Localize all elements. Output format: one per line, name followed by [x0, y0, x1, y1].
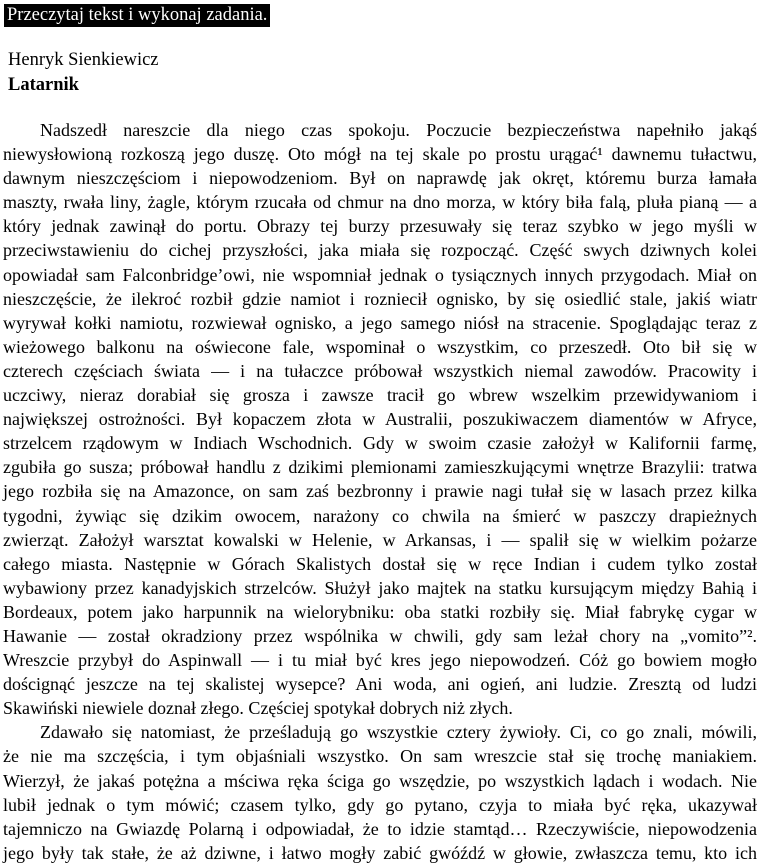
- text-line: wieżowego balkonu na oświecone fale, wspominał o wszystkim, co przeszedł. Oto bił się w: [3, 336, 757, 357]
- text-line: wyrywał kołki namiotu, rozwiewał ognisko, a jego samego niósł na stracenie. Spoglądając teraz z: [3, 312, 757, 333]
- text-line: niewysłowioną rozkoszą jego duszę. Oto mógł na tej skale po prostu urągać¹ dawnemu tułactwu,: [3, 144, 757, 165]
- text-line: jego rozbiła się na Amazonce, on sam zaś bezbronny i prawie nagi tułał się w lasach przez kilka: [3, 481, 757, 502]
- instruction-row: [4, 4, 762, 27]
- text-line: doścignąć jeszcze na tej skalistej wysepce? Ani woda, ani ogień, ani ludzie. Zresztą od ludzi: [3, 674, 757, 695]
- text-line: nieszczęście, że ilekroć rozbił gdzie namiot i rozniecił ognisko, by się osiedlić stale, jakiś wiatr: [3, 288, 757, 309]
- text-line: Skawiński niewiele doznał złego. Częściej spotykał dobrych niż złych.: [3, 698, 513, 719]
- instruction-banner: Przeczytaj tekst i wykonaj zadania.: [4, 4, 270, 27]
- title-line: Latarnik: [8, 75, 79, 95]
- text-line: Bordeaux, potem jako harpunnik na wielorybniku: oba statki rozbiły się. Miał fabrykę cygar w: [3, 601, 757, 622]
- text-line: jego były tak stałe, że aż dziwne, i łatwo mogły zabić gwóźdź w głowie, zwłaszcza temu, kto ich: [3, 842, 757, 863]
- text-line: Wreszcie przybył do Aspinwall — i tu miał być kres jego niepowodzeń. Cóż go bowiem mogło: [3, 650, 757, 671]
- text-line: tygodni, żywiąc się dzikim owocem, narażony co chwila na śmierć w paszczy drapieżnych: [3, 505, 757, 526]
- text-line: uczciwy, nieraz dorabiał się grosza i zawsze tracił go wbrew wszelkim przewidywaniom i: [3, 385, 757, 406]
- text-line: zgubiła go susza; próbował handlu z dzikimi plemionami zamieszkującymi wnętrze Brazylii: tratwa: [3, 457, 757, 478]
- text-line: zwierząt. Założył warsztat kowalski w Helenie, w Arkansas, i — spalił się w wielkim pożarze: [3, 529, 757, 550]
- text-line: który jednak zawinął do portu. Obrazy tej burzy przesuwały się teraz szybko w jego myśli w: [3, 216, 757, 237]
- text-line: całego miasta. Następnie w Górach Skalistych dostał się w ręce Indian i cudem tylko został: [3, 553, 757, 574]
- document-body: [3, 118, 757, 865]
- author-line: Henryk Sienkiewicz: [8, 50, 159, 70]
- text-line: przeciwstawieniu do cichej przyszłości, jaka miała się rozpocząć. Część swych dziwnych kolei: [3, 240, 757, 261]
- text-line: że nie ma szczęścia, i tym objaśniali wszystko. On sam wreszcie stał się trochę maniakiem.: [3, 746, 757, 767]
- text-line: Hawanie — został okradziony przez wspólnika w chwili, gdy sam leżał chory na „vomito”².: [3, 625, 757, 646]
- text-line: strzelcem rządowym w Indiach Wschodnich. Gdy w swoim czasie założył w Kalifornii farmę,: [3, 433, 757, 454]
- text-line: Wierzył, że jakaś potężna a mściwa ręka ściga go wszędzie, po wszystkich lądach i wodach. Nie: [3, 770, 757, 791]
- text-line: maszty, rwała liny, żagle, którym rzucała od chmur na dno morza, w który biła falą, pluła pianą — a: [3, 192, 757, 213]
- text-line: opowiadał sam Falconbridge’owi, nie wspomniał jednak o tysiącznych innych przygodach. Miał on: [3, 264, 757, 285]
- text-line: dawnym nieszczęściom i niepowodzeniom. Był on naprawdę jak okręt, któremu burza łamała: [3, 168, 757, 189]
- text-line: największej ostrożności. Był kopaczem złota w Australii, poszukiwaczem diamentów w Afryce,: [3, 409, 757, 430]
- paragraph: [3, 118, 757, 720]
- text-line: Zdawało się natomiast, że prześladują go wszystkie cztery żywioły. Ci, co go znali, mówili,: [40, 722, 757, 743]
- text-line: tajemniczo na Gwiazdę Polarną i odpowiadał, że to idzie stamtąd… Rzeczywiście, niepowodzenia: [3, 818, 757, 839]
- text-line: czterech częściach świata — i na tułaczce próbował wszystkich niemal zawodów. Pracowity i: [3, 360, 757, 381]
- text-line: wybawiony przez kanadyjskich strzelców. Służył jako majtek na statku kursującym między Bahią i: [3, 577, 757, 598]
- paragraph: [3, 720, 757, 865]
- text-line: Nadszedł nareszcie dla niego czas spokoju. Poczucie bezpieczeństwa napełniło jakąś: [40, 120, 757, 140]
- document-page: [0, 4, 762, 867]
- text-line: lubił jednak o tym mówić; czasem tylko, gdy go pytano, czyja to miała być ręka, ukazywał: [3, 794, 757, 815]
